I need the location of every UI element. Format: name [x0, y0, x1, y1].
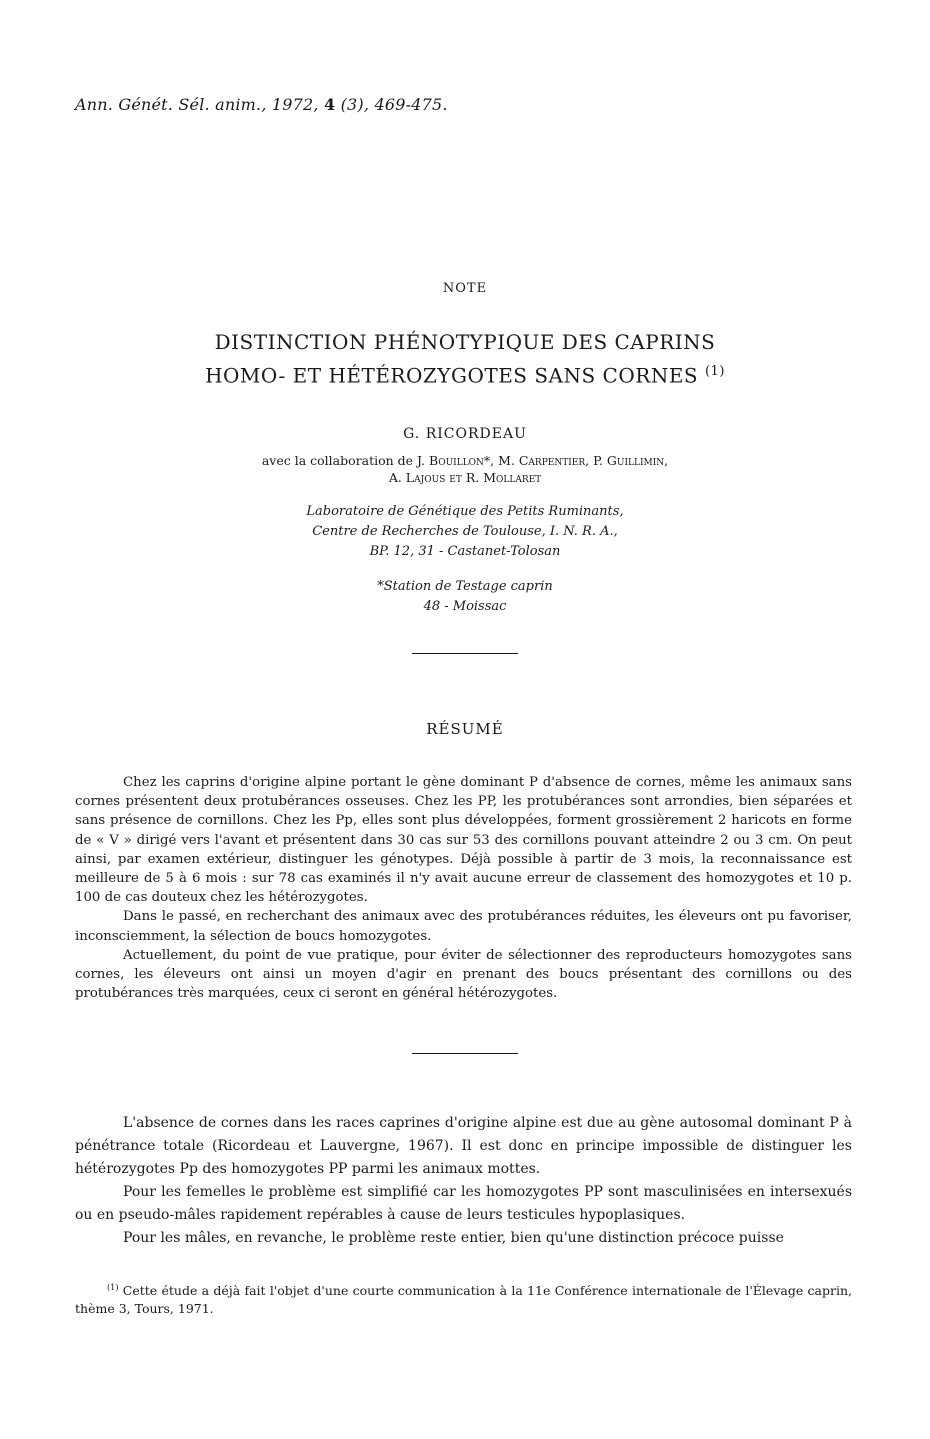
- body-paragraph-2: Pour les femelles le problème est simplifié car les homozygotes PP sont masculinisées en intersexués ou en pseudo-mâles rapidement repérables à cause de leurs testicules hypoplasiques.: [75, 1184, 852, 1223]
- journal-citation: [75, 95, 448, 114]
- journal-name: Ann. Génét. Sél. anim.: [75, 95, 262, 114]
- divider-rule: [412, 1053, 518, 1054]
- affiliation: [0, 502, 930, 562]
- station-affiliation: [0, 577, 930, 617]
- title-footnote-mark: (1): [704, 364, 725, 379]
- footnote-text: $^{(1)}$ Cette étude a déjà fait l'objet d'une courte communication à la 11e Conférence internationale de l'Élevage caprin, thème 3, Tours, 1971.: [75, 1282, 852, 1317]
- resume-abstract: [75, 773, 852, 1003]
- author-name: G. RICORDEAU: [403, 426, 527, 442]
- affiliation-line-4: *Station de Testage caprin: [377, 579, 553, 594]
- collaboration-line-2: A. Lajous et R. Mollaret: [388, 470, 542, 485]
- footnote-mark: (1): [107, 1282, 119, 1292]
- divider-rule: [412, 653, 518, 654]
- affiliation-line-5: 48 - Moissac: [423, 599, 507, 614]
- affiliation-line-2: Centre de Recherches de Toulouse, I. N. R. A.,: [312, 524, 618, 539]
- journal-volume: 4: [323, 95, 336, 114]
- section-label: NOTE: [442, 281, 488, 296]
- affiliation-line-3: BP. 12, 31 - Castanet-Tolosan: [369, 544, 561, 559]
- journal-issue-pages: (3), 469-475.: [335, 95, 448, 114]
- body-text: [75, 1112, 852, 1250]
- resume-paragraph-2: Dans le passé, en recherchant des animaux avec des protubérances réduites, les éleveurs ont pu favoriser, inconsciemment, la sélection de boucs homozygotes.: [75, 909, 852, 944]
- body-paragraph-3: Pour les mâles, en revanche, le problème reste entier, bien qu'une distinction précoce puisse: [123, 1230, 784, 1246]
- resume-paragraph-1: Chez les caprins d'origine alpine portant le gène dominant P d'absence de cornes, même les animaux sans cornes présentent deux protubérances osseuses. Chez les PP, les protubérances sont arrondies, bien séparées et sans présence de cornillons. Chez les Pp, elles sont plus développées, forment grossièrement 2 haricots en forme de « V » dirigé vers l'avant et présentent dans 30 cas sur 53 des cornillons pouvant atteindre 2 ou 3 cm. On peut ainsi, par examen extérieur, distinguer les génotypes. Déjà possible à partir de 3 mois, la reconnaissance est meilleure de 5 à 6 mois : sur 78 cas examinés il n'y avait aucune erreur de classement des homozygotes et 10 p. 100 de cas douteux chez les hétérozygotes.: [75, 775, 852, 906]
- article-title: [0, 327, 930, 391]
- title-line-2: HOMO- ET HÉTÉROZYGOTES SANS CORNES $^{(1)}$: [205, 363, 725, 388]
- resume-heading: RÉSUMÉ: [426, 720, 504, 738]
- collaboration-line-1: avec la collaboration de J. Bouillon*, M. Carpentier, P. Guillimin,: [261, 453, 669, 468]
- footnote: [75, 1278, 852, 1318]
- body-paragraph-1: L'absence de cornes dans les races caprines d'origine alpine est due au gène autosomal dominant P à pénétrance totale (Ricordeau et Lauvergne, 1967). Il est donc en principe impossible de distinguer les hétérozygotes Pp des homozygotes PP parmi les animaux mottes.: [75, 1115, 852, 1177]
- collaboration: [0, 452, 930, 486]
- title-line-1: DISTINCTION PHÉNOTYPIQUE DES CAPRINS: [214, 330, 716, 354]
- resume-paragraph-3: Actuellement, du point de vue pratique, pour éviter de sélectionner des reproducteurs homozygotes sans cornes, les éleveurs ont ainsi un moyen d'agir en prenant des boucs présentant des cornillons ou des protubérances très marquées, ceux ci seront en général hétérozygotes.: [75, 947, 852, 1002]
- journal-year: , 1972,: [261, 95, 324, 114]
- affiliation-line-1: Laboratoire de Génétique des Petits Ruminants,: [306, 504, 624, 519]
